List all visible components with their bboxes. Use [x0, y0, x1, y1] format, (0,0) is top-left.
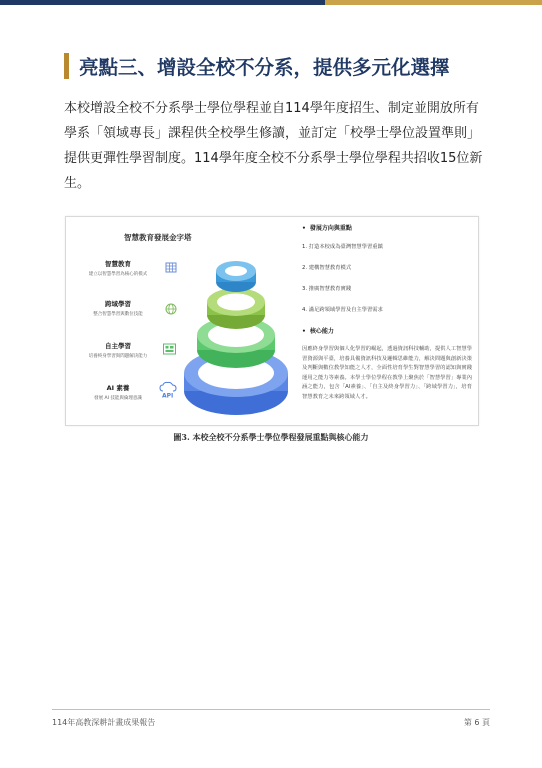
level-desc: 培養終身學習與問題解決能力 — [88, 354, 148, 359]
pyramid-rings — [182, 257, 290, 417]
level-name: 自主學習 — [105, 342, 131, 350]
heading-accent-bar — [64, 53, 69, 79]
top-bar-navy — [0, 0, 325, 5]
footer-report-title: 114年高教深耕計畫成果報告 — [52, 718, 156, 727]
section-directions-title: • 發展方向與重點 — [302, 223, 472, 232]
section-core-title: • 核心能力 — [302, 326, 472, 335]
ring-cross-domain-hole — [217, 294, 255, 311]
level-name: 跨域學習 — [105, 300, 131, 308]
figure-caption: 圖3. 本校全校不分系學士學位學程發展重點與核心能力 — [173, 432, 369, 442]
heading-text: 亮點三、增設全校不分系，提供多元化選擇 — [79, 55, 450, 79]
level-ai-literacy — [66, 383, 170, 401]
footer-page-number: 第 6 頁 — [463, 718, 490, 727]
level-self-learning — [66, 341, 170, 359]
top-bar-gold — [325, 0, 542, 5]
right-column — [302, 223, 472, 403]
level-desc: 整合智慧學習與數位技能 — [93, 312, 143, 317]
level-smart-education — [66, 259, 170, 277]
core-ability-text: 因應終身學習與個人化學習的崛起，透過資訊科技輔助，提供人工智慧學習資源與平臺，培養具備資訊科技及邏輯思維能力，解決問題與創新決策及判斷與數位教學知能之人才，全面性培育學生對智慧學習的認知與實踐運用之能力等素養。本學士學位學程在教學上聚焦於「智慧學習」專業內涵之能力，包含「AI素養」、「自主及終身學習力」、「跨域學習力」，培育智慧教育之未來跨領域人才。 — [302, 346, 472, 400]
pyramid-title: 智慧教育發展金字塔 — [124, 233, 192, 242]
level-name: 智慧教育 — [105, 260, 131, 268]
body-paragraph: 本校增設全校不分系學士學位學程並自114學年度招生、制定並開放所有學系「領域專長」課程供全校學生修讀，並訂定「校學士學位設置準則」提供更彈性學習制度。114學年度全校不分系學士學位學程共招收15位新生。 — [64, 101, 483, 191]
svg-text:API: API — [162, 392, 174, 399]
api-cloud-icon — [158, 381, 180, 399]
direction-item: 3. 推廣智慧教育實踐 — [302, 286, 352, 292]
level-name: AI 素養 — [106, 384, 130, 392]
level-cross-domain — [66, 299, 170, 317]
dashboard-icon — [162, 342, 177, 356]
footer-divider — [52, 709, 490, 710]
direction-item: 4. 滿足跨領域學習及自主學習需求 — [302, 307, 383, 313]
level-desc: 發展 AI 技能與倫理意識 — [94, 396, 142, 401]
top-accent-bar — [0, 0, 542, 5]
globe-network-icon — [164, 302, 178, 316]
ring-smart-education-hole — [225, 266, 247, 276]
figure-infographic — [65, 216, 479, 426]
building-grid-icon — [164, 260, 178, 274]
direction-item: 2. 建構智慧教育模式 — [302, 265, 352, 271]
section-heading — [64, 52, 450, 79]
direction-item: 1. 打造本校成為臺灣智慧學習重鎮 — [302, 244, 383, 250]
level-desc: 建立以智慧學習為核心的模式 — [88, 272, 148, 277]
